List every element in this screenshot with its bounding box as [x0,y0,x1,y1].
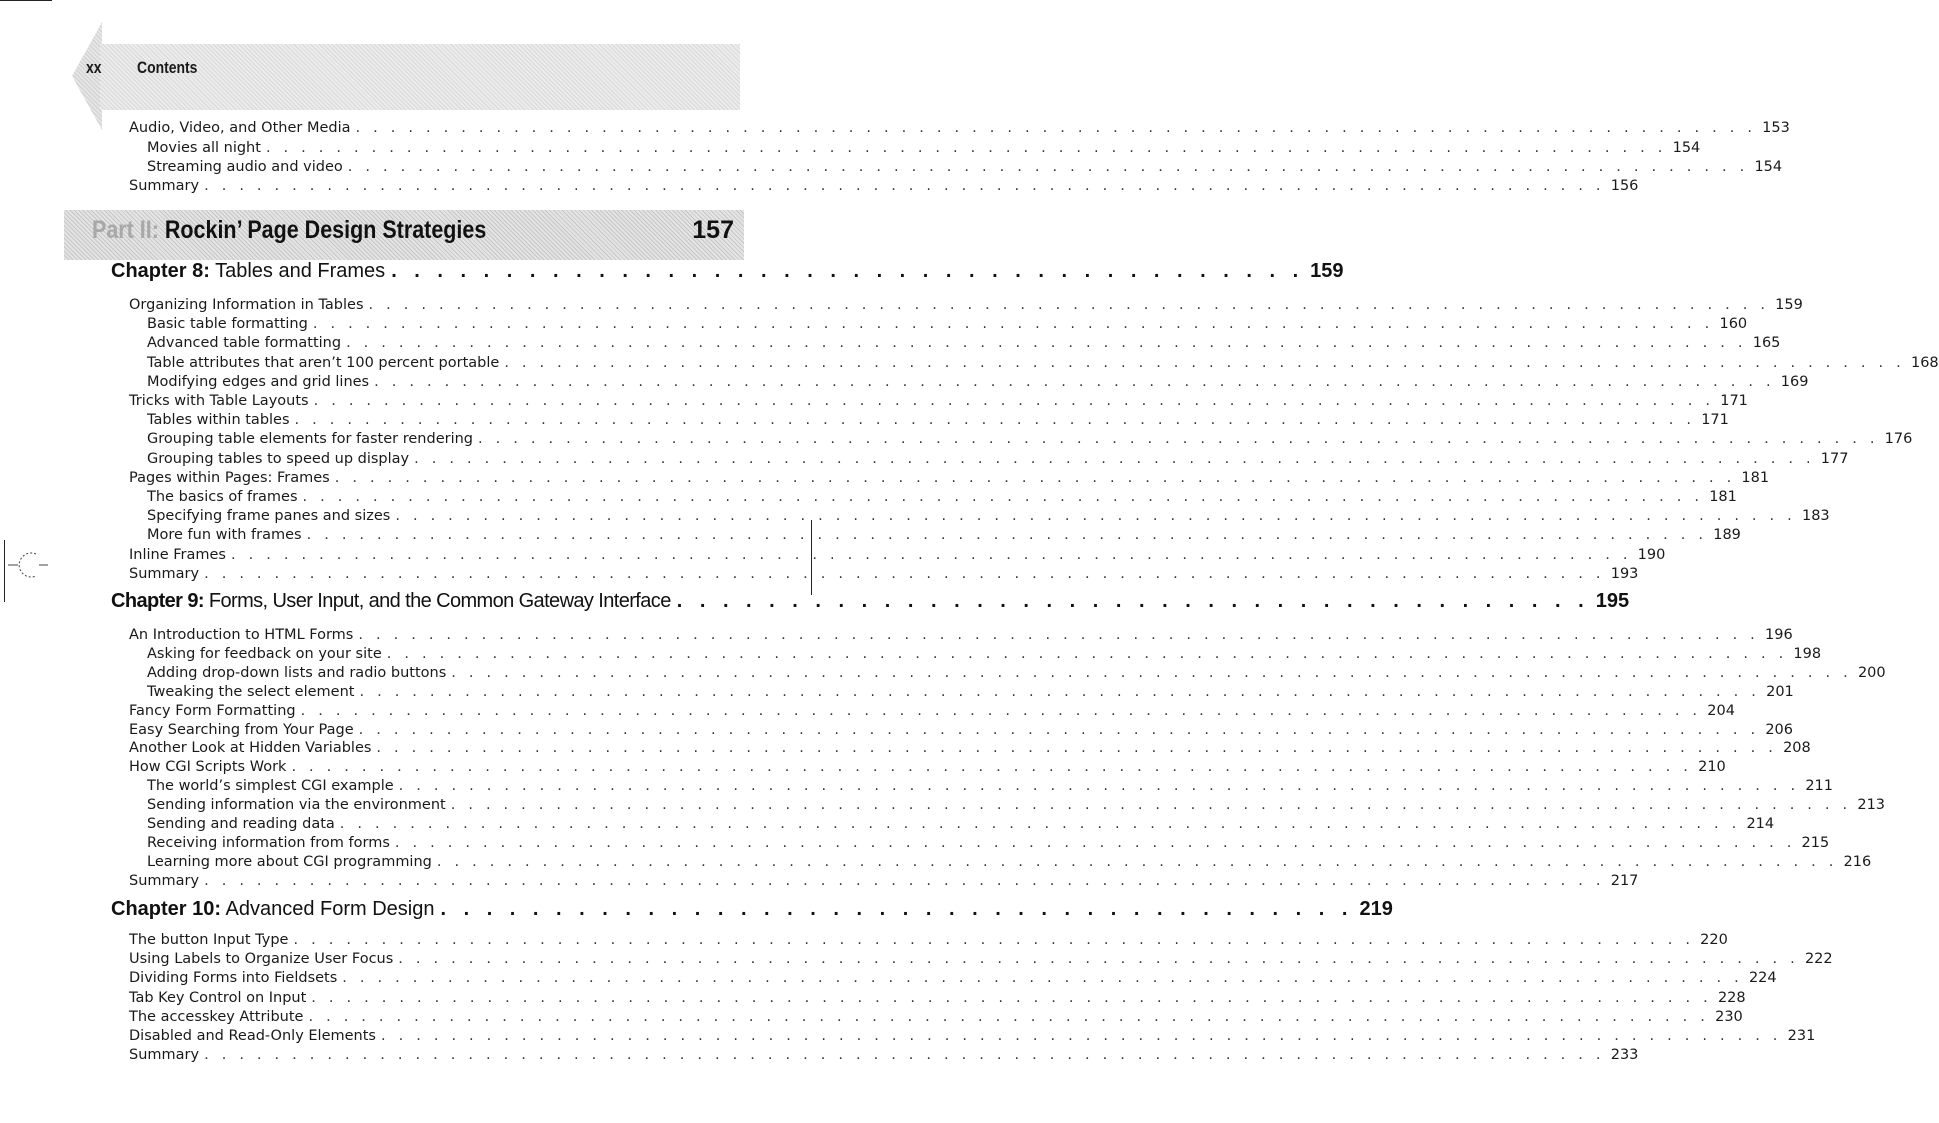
toc-leader: . . . . . . . . . . . . . . . . . . . . . . . . . . . . . . . . . . . . . . . . . . . . . . . . . . . . . . . . . . . . . . . . . . . . . . . . . . . . . . . . [504,355,1905,371]
toc-entry-page: 181 [1709,489,1737,505]
toc-entry-page: 177 [1820,451,1849,467]
toc-entry [129,468,1770,488]
toc-leader: . . . . . . . . . . . . . . . . . . . . . . . . . . . . . . . . . . . . . . . . . . . . . . . . . . . . . . . . . . . . . . . . . . . . . . . . . . . . . . . . [294,412,1696,428]
toc-entry-page: 183 [1801,508,1830,524]
toc-subentry [147,487,1737,507]
toc-leader: . . . . . . . . . . . . . . . . . . . . . . . . . . . . . . . . . . . . . . . . . . . . . . . . . . . . . . . . . . . . . . . . . . . . . . . . . . . . . . . . [355,120,1757,136]
toc-subentry [147,682,1794,702]
part-label: Part II: [92,216,159,244]
chapter-title [111,586,677,616]
toc-entry-title: Dividing Forms into Fieldsets [129,968,342,988]
toc-entry-page: 171 [1701,412,1729,428]
toc-entry-page: 220 [1700,932,1728,948]
toc-subentry [147,410,1729,430]
toc-subentry [147,644,1822,664]
toc-leader: . . . . . . . . . . . . . . . . . . . . . . . . . . . . . . . . . . . . . . . . . . . . . . . . . . . . . . . . . . . . . . . . . . . . . . . . . . . . . . . . [347,159,1749,175]
toc-entry-page: 168 [1910,355,1939,371]
part-heading [92,216,486,245]
toc-leader: . . . . . . . . . . . . . . . . . . . . . . . . . . . . . . . . . . . . . . . . . . . . . . . . . . . . . . . . . . . . . . . . . . . . . . . . . . . . . . . . [300,703,1702,719]
toc-subentry [147,353,1939,373]
toc-entry-page: 204 [1707,703,1735,719]
toc-entry-page: 206 [1765,722,1794,738]
toc-subentry [147,852,1872,872]
toc-entry [129,930,1728,950]
toc-entry-title: Another Look at Hidden Variables [129,738,376,758]
toc-leader: . . . . . . . . . . . . . . . . . . . . . . . . . . . . . . . . . . . . . . . . . . . . . . . . . . . . . . . . . . . . . . . . . . . . . . . . . . . . . . . . [394,835,1796,851]
toc-leader: . . . . . . . . . . . . . . . . . . . . . . . . . . . . . . . . . . . . . . . . . . . . . . . . . . . . . . . . . . . . . . . . . . . . . . . . . . . . . . . . [451,665,1852,681]
toc-entry-page: 210 [1698,759,1726,775]
toc-entry-title: The accesskey Attribute [129,1007,308,1027]
chapter-page: 159 [1310,260,1344,282]
toc-entry [129,871,1639,891]
crop-mark-left [4,540,5,602]
chapter-heading [111,586,1630,616]
toc-entry-title: The button Input Type [129,930,293,950]
toc-entry-page: 181 [1741,470,1770,486]
toc-leader: . . . . . . . . . . . . . . . . . . . . . . . . . . . . . . . . . . . . . . . . . . . . . . . . . . . . . . . . . . . . . . . . . . . . . . . . . . . . . . . . [398,778,1800,794]
toc-subentry [147,663,1886,683]
toc-entry-title: Summary [129,564,204,584]
toc-subentry [147,314,1748,334]
header-page-number: xx [86,58,102,77]
toc-entry-title: Learning more about CGI programming [147,852,437,872]
toc-entry-title: Adding drop-down lists and radio buttons [147,663,451,683]
toc-entry-page: 159 [1775,297,1803,313]
toc-leader: . . . . . . . . . . . . . . . . . . . . . . . . . . . . . . . . . . . . . . . . . . . . . . . . . . . . . . . . . . . . . . . . . . . . . . . . . . . . . . . . [293,932,1695,948]
toc-entry-title: Pages within Pages: Frames [129,468,335,488]
toc-leader: . . . . . . . . . . . . . . . . . . . . . . . . . . . . . . . . . . . . . . . . . . . . . . . . . . . . . . . . . . . . . . . . . . . . . . . . . . . . . . . . [204,178,1605,194]
chapter-heading [111,894,1393,924]
toc-entry [129,968,1777,988]
toc-entry-title: Easy Searching from Your Page [129,720,359,740]
toc-entry-title: Tweaking the select element [147,682,359,702]
toc-entry-page: 196 [1765,627,1793,643]
toc-entry-page: 231 [1787,1028,1816,1044]
toc-leader: . . . . . . . . . . . . . . . . . . . . . . . . . . . . . . . . . . . . . . . . . . . . . . . . . . . . . . . . . . . . . . . . . . . . . . . . . . . . . . . . [306,527,1708,543]
registration-mark-icon [6,548,50,580]
toc-entry-title: Summary [129,176,204,196]
toc-entry-title: Grouping table elements for faster rendering [147,429,478,449]
toc-entry-title: Using Labels to Organize User Focus [129,949,398,969]
toc-entry-page: 224 [1748,970,1777,986]
toc-entry-title: Audio, Video, and Other Media [129,118,356,138]
chapter-name: Advanced Form Design [221,898,435,920]
toc-entry-page: 216 [1843,854,1872,870]
toc-entry-page: 153 [1762,120,1790,136]
chapter-label: Chapter 10: [111,898,222,920]
toc-entry [129,545,1666,565]
toc-leader: . . . . . . . . . . . . . . . . . . . . . . . . . . . . . . . . . . . . . . . . . . . . . . . . . . . . . . . . . . . . . . . . . . . . . . . . . . . . . . . . [398,951,1799,967]
toc-entry-page: 217 [1610,873,1639,889]
toc-entry-title: The basics of frames [147,487,303,507]
toc-entry [129,118,1790,138]
toc-subentry [147,449,1849,469]
toc-leader: . . . . . . . . . . . . . . . . . . . . . . . . . . . . . . . . . . . . . . . . . . . . . . . . . . . . . . . . . . . . . . . . . . . . . . . . . . . . . . . . [339,816,1741,832]
toc-entry [129,295,1803,315]
toc-entry-page: 198 [1793,646,1822,662]
toc-entry [129,949,1833,969]
toc-entry [129,1026,1816,1046]
toc-leader: . . . . . . . . . . . . . . . . . . . . . . . . . . . . . . . . . . . . . . . . . . . . . . . . . . . . . . . . . . . . . . . . . . . . . . . . . . . . . . . . [358,722,1760,738]
chapter-leader: . . . . . . . . . . . . . . . . . . . . . . . . . . . . . . . . . . . . . . . . [676,590,1590,612]
toc-leader: . . . . . . . . . . . . . . . . . . . . . . . . . . . . . . . . . . . . . . . . . . . . . . . . . . . . . . . . . . . . . . . . . . . . . . . . . . . . . . . . [308,1009,1710,1025]
toc-leader: . . . . . . . . . . . . . . . . . . . . . . . . . . . . . . . . . . . . . . . . . . . . . . . . . . . . . . . . . . . . . . . . . . . . . . . . . . . . . . . . [265,140,1667,156]
toc-entry [129,1007,1743,1027]
toc-entry-title: Organizing Information in Tables [129,295,369,315]
toc-entry-page: 211 [1805,778,1833,794]
toc-leader: . . . . . . . . . . . . . . . . . . . . . . . . . . . . . . . . . . . . . . . . . . . . . . . . . . . . . . . . . . . . . . . . . . . . . . . . . . . . . . . . [414,451,1815,467]
toc-entry-title: Table attributes that aren’t 100 percent portable [147,353,504,373]
toc-entry-title: Disabled and Read-Only Elements [129,1026,381,1046]
toc-entry-title: More fun with frames [147,525,307,545]
chapter-leader: . . . . . . . . . . . . . . . . . . . . . . . . . . . . . . . . . . . . . . . . [440,898,1354,920]
toc-subentry [147,525,1741,545]
toc-entry [129,757,1726,777]
toc-entry-page: 169 [1780,374,1809,390]
toc-entry [129,564,1639,584]
toc-leader: . . . . . . . . . . . . . . . . . . . . . . . . . . . . . . . . . . . . . . . . . . . . . . . . . . . . . . . . . . . . . . . . . . . . . . . . . . . . . . . . [311,990,1712,1006]
toc-leader: . . . . . . . . . . . . . . . . . . . . . . . . . . . . . . . . . . . . . . . . . . . . . . . . . . . . . . . . . . . . . . . . . . . . . . . . . . . . . . . . [436,854,1838,870]
toc-entry [129,176,1639,196]
toc-entry-page: 160 [1719,316,1748,332]
chapter-name: Forms, User Input, and the Common Gateway Interface [203,590,671,612]
toc-entry [129,625,1793,645]
toc-leader: . . . . . . . . . . . . . . . . . . . . . . . . . . . . . . . . . . . . . . . . . . . . . . . . . . . . . . . . . . . . . . . . . . . . . . . . . . . . . . . . [204,1047,1605,1063]
chapter-label: Chapter 9: [111,590,204,612]
toc-entry-title: An Introduction to HTML Forms [129,625,358,645]
toc-leader: . . . . . . . . . . . . . . . . . . . . . . . . . . . . . . . . . . . . . . . . . . . . . . . . . . . . . . . . . . . . . . . . . . . . . . . . . . . . . . . . [334,470,1736,486]
toc-leader: . . . . . . . . . . . . . . . . . . . . . . . . . . . . . . . . . . . . . . . . . . . . . . . . . . . . . . . . . . . . . . . . . . . . . . . . . . . . . . . . [376,740,1778,756]
toc-leader: . . . . . . . . . . . . . . . . . . . . . . . . . . . . . . . . . . . . . . . . . . . . . . . . . . . . . . . . . . . . . . . . . . . . . . . . . . . . . . . . [450,797,1852,813]
toc-entry-page: 193 [1610,566,1639,582]
toc-entry [129,738,1811,758]
chapter-title [111,256,391,286]
toc-entry-title: Advanced table formatting [147,333,346,353]
toc-entry [129,1045,1639,1065]
toc-subentry [147,157,1783,177]
part-page-number: 157 [692,216,734,244]
toc-entry-page: 208 [1783,740,1811,756]
toc-entry-title: The world’s simplest CGI example [147,776,399,796]
toc-entry-title: Movies all night [147,138,266,158]
toc-entry-title: Summary [129,1045,204,1065]
toc-entry-page: 154 [1672,140,1701,156]
toc-entry-title: Sending and reading data [147,814,340,834]
toc-leader: . . . . . . . . . . . . . . . . . . . . . . . . . . . . . . . . . . . . . . . . . . . . . . . . . . . . . . . . . . . . . . . . . . . . . . . . . . . . . . . . [291,759,1693,775]
toc-entry-page: 189 [1713,527,1741,543]
chapter-label: Chapter 8: [111,260,210,282]
toc-subentry [147,776,1833,796]
toc-entry-title: Tables within tables [147,410,295,430]
toc-leader: . . . . . . . . . . . . . . . . . . . . . . . . . . . . . . . . . . . . . . . . . . . . . . . . . . . . . . . . . . . . . . . . . . . . . . . . . . . . . . . . [478,431,1879,447]
toc-leader: . . . . . . . . . . . . . . . . . . . . . . . . . . . . . . . . . . . . . . . . . . . . . . . . . . . . . . . . . . . . . . . . . . . . . . . . . . . . . . . . [380,1028,1782,1044]
toc-entry [129,391,1748,411]
toc-entry-title: Tricks with Table Layouts [129,391,314,411]
toc-entry-title: How CGI Scripts Work [129,757,291,777]
toc-entry-title: Modifying edges and grid lines [147,372,374,392]
chapter-heading [111,256,1344,286]
toc-entry-page: 156 [1610,178,1639,194]
toc-entry-page: 154 [1754,159,1783,175]
toc-subentry [147,372,1809,392]
toc-entry-title: Inline Frames [129,545,231,565]
toc-entry-page: 228 [1717,990,1746,1006]
toc-entry-page: 233 [1610,1047,1639,1063]
toc-entry-page: 201 [1766,684,1794,700]
toc-entry-page: 230 [1715,1009,1743,1025]
toc-entry-page: 213 [1857,797,1886,813]
chapter-name: Tables and Frames [209,260,386,282]
chapter-title [111,894,440,924]
toc-subentry [147,138,1701,158]
toc-entry [129,701,1735,721]
toc-entry-page: 190 [1637,547,1666,563]
toc-subentry [147,795,1886,815]
toc-subentry [147,833,1830,853]
toc-leader: . . . . . . . . . . . . . . . . . . . . . . . . . . . . . . . . . . . . . . . . . . . . . . . . . . . . . . . . . . . . . . . . . . . . . . . . . . . . . . . . [374,374,1775,390]
toc-entry-title: Tab Key Control on Input [129,988,311,1008]
toc-entry-page: 171 [1720,393,1748,409]
toc-entry-title: Fancy Form Formatting [129,701,301,721]
toc-leader: . . . . . . . . . . . . . . . . . . . . . . . . . . . . . . . . . . . . . . . . . . . . . . . . . . . . . . . . . . . . . . . . . . . . . . . . . . . . . . . . [313,393,1715,409]
toc-subentry [147,814,1775,834]
toc-entry-title: Summary [129,871,204,891]
toc-leader: . . . . . . . . . . . . . . . . . . . . . . . . . . . . . . . . . . . . . . . . . . . . . . . . . . . . . . . . . . . . . . . . . . . . . . . . . . . . . . . . [230,547,1632,563]
toc-leader: . . . . . . . . . . . . . . . . . . . . . . . . . . . . . . . . . . . . . . . . . . . . . . . . . . . . . . . . . . . . . . . . . . . . . . . . . . . . . . . . [368,297,1770,313]
toc-leader: . . . . . . . . . . . . . . . . . . . . . . . . . . . . . . . . . . . . . . . . . . . . . . . . . . . . . . . . . . . . . . . . . . . . . . . . . . . . . . . . [302,489,1704,505]
toc-entry-title: Sending information via the environment [147,795,451,815]
toc-leader: . . . . . . . . . . . . . . . . . . . . . . . . . . . . . . . . . . . . . . . . . . . . . . . . . . . . . . . . . . . . . . . . . . . . . . . . . . . . . . . . [204,873,1605,889]
part-title: Rockin’ Page Design Strategies [164,216,487,244]
toc-entry [129,720,1794,740]
toc-entry-title: Streaming audio and video [147,157,348,177]
toc-leader: . . . . . . . . . . . . . . . . . . . . . . . . . . . . . . . . . . . . . . . . . . . . . . . . . . . . . . . . . . . . . . . . . . . . . . . . . . . . . . . . [346,335,1747,351]
toc-subentry [147,333,1781,353]
toc-entry-title: Grouping tables to speed up display [147,449,414,469]
header-title: Contents [137,58,198,77]
toc-leader: . . . . . . . . . . . . . . . . . . . . . . . . . . . . . . . . . . . . . . . . . . . . . . . . . . . . . . . . . . . . . . . . . . . . . . . . . . . . . . . . [386,646,1788,662]
toc-leader: . . . . . . . . . . . . . . . . . . . . . . . . . . . . . . . . . . . . . . . . . . . . . . . . . . . . . . . . . . . . . . . . . . . . . . . . . . . . . . . . [342,970,1743,986]
toc-entry [129,988,1746,1008]
toc-leader: . . . . . . . . . . . . . . . . . . . . . . . . . . . . . . . . . . . . . . . . . . . . . . . . . . . . . . . . . . . . . . . . . . . . . . . . . . . . . . . . [312,316,1714,332]
chapter-leader: . . . . . . . . . . . . . . . . . . . . . . . . . . . . . . . . . . . . . . . . [391,260,1305,282]
toc-entry-page: 222 [1804,951,1833,967]
toc-entry-page: 200 [1857,665,1886,681]
toc-leader: . . . . . . . . . . . . . . . . . . . . . . . . . . . . . . . . . . . . . . . . . . . . . . . . . . . . . . . . . . . . . . . . . . . . . . . . . . . . . . . . [358,627,1759,643]
chapter-page: 219 [1359,898,1393,920]
toc-entry-page: 165 [1752,335,1781,351]
toc-entry-page: 214 [1746,816,1775,832]
toc-entry-page: 215 [1801,835,1830,851]
crop-mark-top [0,0,52,1]
toc-subentry [147,429,1913,449]
toc-entry-title: Specifying frame panes and sizes [147,506,395,526]
chapter-page: 195 [1595,590,1630,612]
toc-leader: . . . . . . . . . . . . . . . . . . . . . . . . . . . . . . . . . . . . . . . . . . . . . . . . . . . . . . . . . . . . . . . . . . . . . . . . . . . . . . . . [395,508,1796,524]
toc-leader: . . . . . . . . . . . . . . . . . . . . . . . . . . . . . . . . . . . . . . . . . . . . . . . . . . . . . . . . . . . . . . . . . . . . . . . . . . . . . . . . [359,684,1761,700]
toc-entry-page: 176 [1884,431,1913,447]
toc-leader: . . . . . . . . . . . . . . . . . . . . . . . . . . . . . . . . . . . . . . . . . . . . . . . . . . . . . . . . . . . . . . . . . . . . . . . . . . . . . . . . [204,566,1605,582]
toc-entry-title: Asking for feedback on your site [147,644,387,664]
toc-entry-title: Basic table formatting [147,314,313,334]
toc-subentry [147,506,1830,526]
toc-entry-title: Receiving information from forms [147,833,395,853]
